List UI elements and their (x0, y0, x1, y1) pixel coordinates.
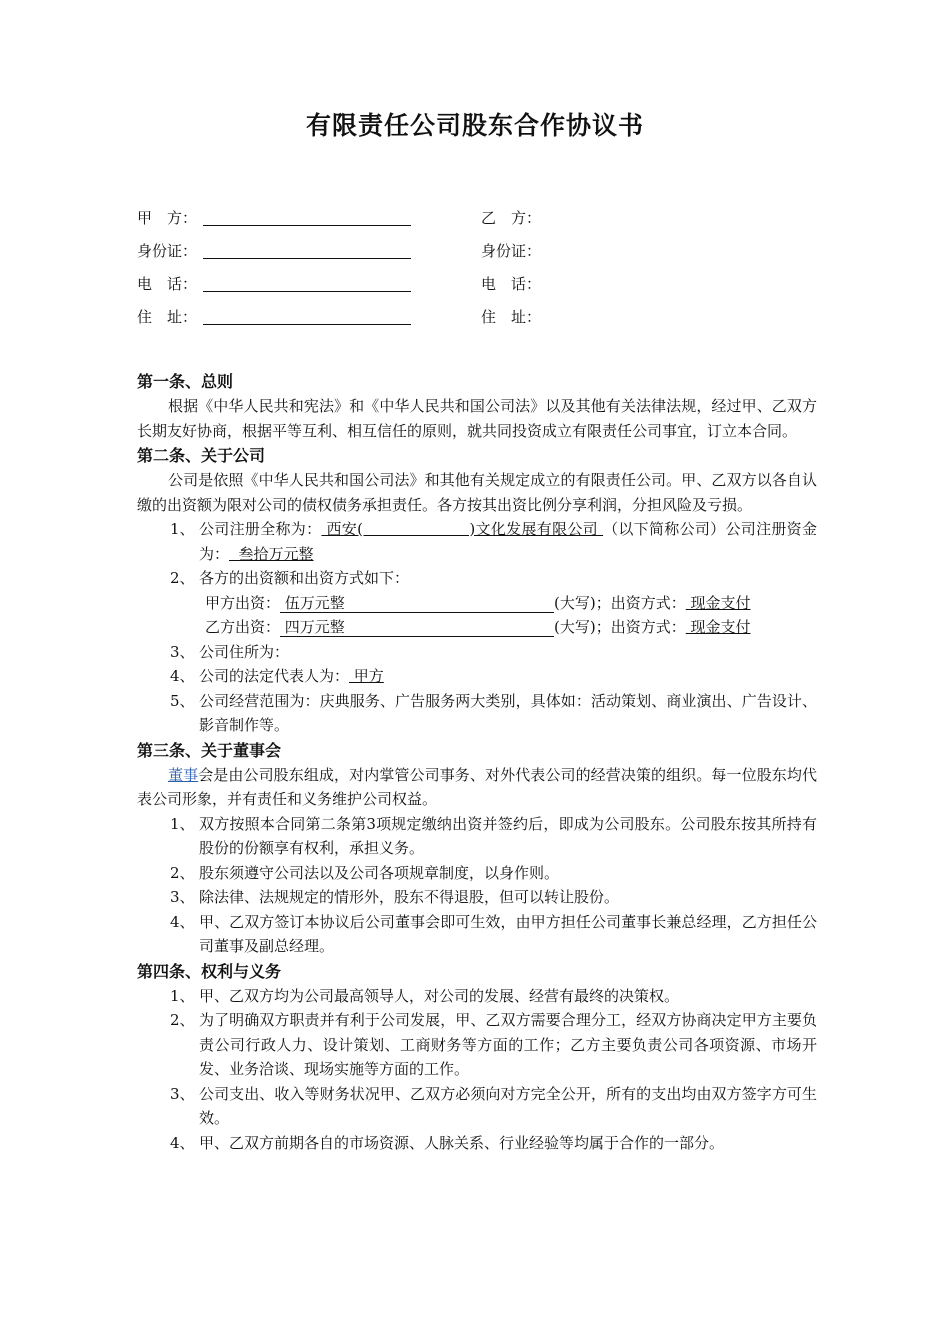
party-a-name-row (137, 207, 411, 228)
article-3-text-rest: 会是由公司股东组成，对内掌管公司事务、对外代表公司的经营决策的组织。每一位股东均代表公司形象，并有责任和义务维护公司权益。 (137, 765, 817, 808)
party-a-contribution-amount: 伍万元整 (280, 594, 554, 613)
item-text: 股东须遵守公司法以及公司各项规章制度，以身作则。 (199, 863, 560, 882)
item-text: 双方按照本合同第二条第3项规定缴纳出资并签约后，即成为公司股东。公司股东按其所持有股份的份额享有权利，承担义务。 (199, 814, 817, 857)
company-name-value: 西安( )文化发展有限公司 (321, 520, 604, 538)
article-2-text: 公司是依照《中华人民共和国公司法》和其他有关规定成立的有限责任公司。甲、乙双方以各自认缴的出资额为限对公司的债权债务承担责任。各方按其出资比例分享利润，分担风险及亏损。 (137, 471, 817, 514)
legal-rep-value: 甲方 (349, 667, 384, 685)
party-a-address-row (137, 306, 411, 327)
party-b-contribution-mid: (大写)；出资方式： (554, 618, 686, 636)
party-a-phone-blank (203, 275, 411, 292)
item-number: 2、 (170, 569, 195, 587)
party-a-contribution-row (137, 591, 817, 616)
document-title: 有限责任公司股东合作协议书 (305, 111, 644, 140)
party-b-id-label: 身份证： (481, 242, 542, 260)
item-text: 除法律、法规规定的情形外，股东不得退股，但可以转让股份。 (199, 888, 620, 906)
item-number: 1、 (170, 814, 195, 833)
item-text: 公司支出、收入等财务状况甲、乙双方必须向对方完全公开，所有的支出均由双方签字方可生效。 (199, 1084, 817, 1127)
party-a-contribution-mid: (大写)；出资方式： (554, 593, 686, 612)
item-text: 为了明确双方职责并有利于公司发展，甲、乙双方需要合理分工，经双方协商决定甲方主要负责公司行政人力、设计策划、工商财务等方面的工作；乙方主要负责公司各项资源、市场开发、业务洽谈、现场实施等方面的工作。 (199, 1011, 817, 1078)
party-a-contribution-method: 现金支付 (685, 593, 751, 612)
contract-body (137, 369, 817, 1155)
party-b-name-label: 乙 方： (481, 209, 542, 227)
item-number: 4、 (170, 667, 195, 685)
article-4-item-3 (137, 1082, 817, 1131)
article-4-item-1 (137, 984, 817, 1009)
article-3-heading: 第三条、关于董事会 (137, 740, 282, 760)
article-3-item-2 (137, 861, 817, 886)
party-a-id-label: 身份证： (137, 242, 198, 260)
item-text: 公司经营范围为：庆典服务、广告服务两大类别，具体如：活动策划、商业演出、广告设计、影音制作等。 (199, 691, 817, 734)
item-number: 4、 (170, 912, 195, 931)
item-number: 2、 (170, 1011, 195, 1029)
legal-rep-label: 公司的法定代表人为： (199, 667, 350, 685)
article-3-item-4 (137, 910, 817, 959)
item-number: 4、 (170, 1133, 195, 1152)
item-text: 公司住所为： (199, 642, 290, 661)
party-a-phone-label: 电 话： (137, 275, 198, 293)
item-text: 甲、乙双方签订本协议后公司董事会即可生效，由甲方担任公司董事长兼总经理，乙方担任公司董事及副总经理。 (199, 912, 817, 955)
board-link[interactable]: 董事 (168, 765, 199, 784)
party-a-id-row (137, 240, 411, 261)
article-2-item-4 (137, 664, 817, 689)
party-a-name-blank (203, 209, 411, 226)
party-b-contribution-label: 乙方出资： (205, 618, 281, 636)
registered-capital-value: 叁拾万元整 (229, 544, 314, 563)
party-a-address-label: 住 址： (137, 308, 198, 326)
party-b-contribution-amount: 四万元整 (280, 618, 554, 637)
item-text: 甲、乙双方均为公司最高领导人，对公司的发展、经营有最终的决策权。 (199, 986, 680, 1005)
party-a-name-label: 甲 方： (137, 209, 198, 227)
article-3-item-3 (137, 885, 817, 910)
article-2-heading: 第二条、关于公司 (137, 446, 266, 465)
article-1-heading: 第一条、总则 (137, 372, 234, 391)
party-a-phone-row (137, 273, 411, 294)
company-name-note: （以下简称公司）公司注册资金为： (199, 520, 817, 563)
party-b-address-label: 住 址： (481, 308, 542, 326)
item-number: 3、 (170, 1084, 195, 1103)
item-text: 各方的出资额和出资方式如下： (199, 569, 410, 587)
article-2-item-3 (137, 640, 817, 665)
item-text: 甲、乙双方前期各自的市场资源、人脉关系、行业经验等均属于合作的一部分。 (199, 1133, 725, 1152)
article-4-item-4 (137, 1131, 817, 1156)
article-1-text: 根据《中华人民共和宪法》和《中华人民共和国公司法》以及其他有关法律法规，经过甲、乙双方长期友好协商，根据平等互利、相互信任的原则，就共同投资成立有限责任公司事宜，订立本合同。 (137, 397, 817, 440)
article-3-text (137, 763, 817, 812)
article-2-item-5 (137, 689, 817, 738)
item-number: 5、 (170, 691, 195, 710)
item-number: 1、 (170, 986, 195, 1005)
article-2-item-2 (137, 566, 817, 591)
party-a-contribution-label: 甲方出资： (205, 593, 281, 612)
article-4-heading: 第四条、权利与义务 (137, 961, 282, 981)
company-name-label: 公司注册全称为： (199, 520, 322, 538)
party-b-contribution-row (137, 615, 817, 640)
item-number: 3、 (170, 888, 195, 906)
party-a-id-blank (203, 242, 411, 259)
article-3-item-1 (137, 812, 817, 861)
party-b-contribution-method: 现金支付 (685, 618, 751, 636)
item-number: 3、 (170, 642, 195, 661)
party-b-phone-label: 电 话： (481, 275, 542, 293)
article-4-item-2 (137, 1008, 817, 1082)
party-a-address-blank (203, 308, 411, 325)
article-2-item-1 (137, 517, 817, 566)
item-number: 2、 (170, 863, 195, 882)
item-number: 1、 (170, 520, 195, 538)
